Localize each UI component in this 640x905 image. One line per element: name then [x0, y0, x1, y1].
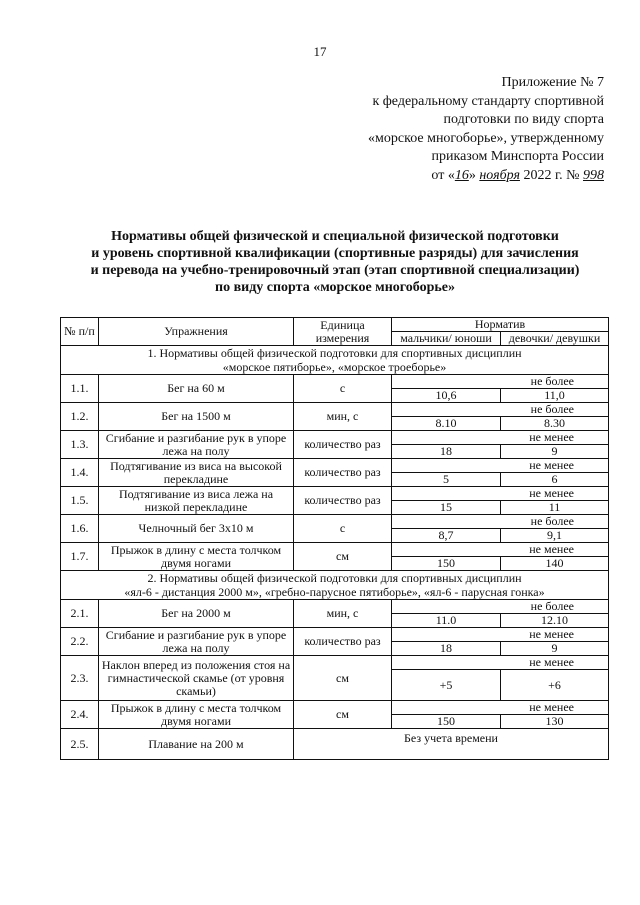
- header-girls: девочки/ девушки: [501, 332, 609, 346]
- row-unit: с: [294, 515, 392, 543]
- row-girls-value: 6: [501, 473, 609, 487]
- date-mid: »: [468, 167, 476, 183]
- row-girls-value: 130: [501, 715, 609, 729]
- row-qualifier: не более: [392, 515, 609, 529]
- row-boys-value: 5: [392, 473, 501, 487]
- row-boys-value: 150: [392, 557, 501, 571]
- row-boys-value: 18: [392, 445, 501, 459]
- row-qualifier: не менее: [392, 543, 609, 557]
- row-qualifier: не менее: [392, 628, 609, 642]
- row-exercise: Бег на 60 м: [99, 375, 294, 403]
- row-num: 2.1.: [61, 600, 99, 628]
- row-boys-value: 18: [392, 642, 501, 656]
- page-number: 17: [313, 44, 327, 59]
- row-exercise: Подтягивание из виса лежа на низкой перекладине: [99, 487, 294, 515]
- table-row: [61, 459, 609, 473]
- row-unit: см: [294, 656, 392, 701]
- row-boys-value: 15: [392, 501, 501, 515]
- row-exercise: Наклон вперед из положения стоя на гимнастической скамье (от уровня скамьи): [99, 656, 294, 701]
- appendix-line: «морское многоборье», утвержденному: [368, 130, 604, 146]
- row-boys-value: 10,6: [392, 389, 501, 403]
- row-qualifier: не менее: [392, 656, 609, 670]
- row-girls-value: 11: [501, 501, 609, 515]
- section-title: [61, 571, 609, 600]
- row-girls-value: +6: [501, 670, 609, 701]
- title-line: и уровень спортивной квалификации (спортивные разряды) для зачисления: [91, 246, 579, 261]
- appendix-date-line: [304, 167, 604, 186]
- section-header-row: [61, 571, 609, 600]
- row-girls-value: 9: [501, 445, 609, 459]
- section-title: [61, 346, 609, 375]
- row-girls-value: 12.10: [501, 614, 609, 628]
- appendix-header: [304, 74, 604, 185]
- row-qualifier: не менее: [392, 431, 609, 445]
- appendix-line: подготовки по виду спорта: [443, 112, 604, 127]
- title-line: по виду спорта «морское многоборье»: [215, 280, 455, 295]
- header-boys: мальчики/ юноши: [392, 332, 501, 346]
- row-num: 2.5.: [61, 729, 99, 760]
- section-title-line: 2. Нормативы общей физической подготовки для спортивных дисциплин: [147, 571, 522, 585]
- appendix-line: приказом Минспорта России: [431, 149, 604, 164]
- row-exercise: Прыжок в длину с места толчком двумя ногами: [99, 543, 294, 571]
- row-qualifier: не менее: [392, 459, 609, 473]
- date-month: ноября: [479, 167, 520, 183]
- row-qualifier: не менее: [392, 487, 609, 501]
- row-num: 1.5.: [61, 487, 99, 515]
- row-unit: мин, с: [294, 600, 392, 628]
- row-qualifier: не более: [392, 375, 609, 389]
- section-header-row: [61, 346, 609, 375]
- section-title-line: 1. Нормативы общей физической подготовки для спортивных дисциплин: [147, 346, 522, 360]
- row-boys-value: 150: [392, 715, 501, 729]
- row-girls-value: 8.30: [501, 417, 609, 431]
- header-unit: Единица измерения: [294, 318, 392, 346]
- date-day: 16: [454, 167, 469, 183]
- table-row: [61, 701, 609, 715]
- row-girls-value: 11,0: [501, 389, 609, 403]
- row-girls-value: 9,1: [501, 529, 609, 543]
- row-exercise: Сгибание и разгибание рук в упоре лежа на полу: [99, 628, 294, 656]
- table-row: [61, 656, 609, 670]
- row-boys-value: +5: [392, 670, 501, 701]
- row-unit: количество раз: [294, 487, 392, 515]
- order-number: 998: [583, 167, 604, 183]
- row-exercise: Прыжок в длину с места толчком двумя ногами: [99, 701, 294, 729]
- row-exercise: Подтягивание из виса на высокой перекладине: [99, 459, 294, 487]
- row-num: 1.4.: [61, 459, 99, 487]
- norms-table: [60, 317, 609, 760]
- table-row: [61, 729, 609, 760]
- table-row: [61, 628, 609, 642]
- row-unit: количество раз: [294, 431, 392, 459]
- appendix-line: Приложение № 7: [501, 75, 604, 90]
- section-title-line: «морское пятиборье», «морское троеборье»: [222, 360, 447, 374]
- row-num: 2.2.: [61, 628, 99, 656]
- row-exercise: Бег на 1500 м: [99, 403, 294, 431]
- title-line: и перевода на учебно-тренировочный этап (этап спортивной специализации): [90, 263, 580, 278]
- table-row: [61, 487, 609, 501]
- table-row: [61, 515, 609, 529]
- row-girls-value: 9: [501, 642, 609, 656]
- table-header-row: [61, 318, 609, 332]
- appendix-line: к федеральному стандарту спортивной: [372, 93, 604, 109]
- row-num: 2.4.: [61, 701, 99, 729]
- row-exercise: Плавание на 200 м: [99, 729, 294, 760]
- row-num: 2.3.: [61, 656, 99, 701]
- row-num: 1.1.: [61, 375, 99, 403]
- row-merged-note: Без учета времени: [294, 729, 609, 760]
- row-unit: мин, с: [294, 403, 392, 431]
- table-row: [61, 403, 609, 417]
- row-qualifier: не более: [392, 600, 609, 614]
- row-unit: количество раз: [294, 628, 392, 656]
- row-girls-value: 140: [501, 557, 609, 571]
- row-qualifier: не менее: [392, 701, 609, 715]
- document-title: [40, 228, 630, 296]
- table-row: [61, 543, 609, 557]
- row-unit: см: [294, 701, 392, 729]
- date-year: 2022 г. №: [523, 167, 580, 183]
- title-line: Нормативы общей физической и специальной физической подготовки: [111, 229, 559, 244]
- row-num: 1.7.: [61, 543, 99, 571]
- table-row: [61, 600, 609, 614]
- row-boys-value: 8,7: [392, 529, 501, 543]
- header-exercise: Упражнения: [99, 318, 294, 346]
- row-num: 1.2.: [61, 403, 99, 431]
- row-unit: см: [294, 543, 392, 571]
- row-unit: количество раз: [294, 459, 392, 487]
- row-exercise: Сгибание и разгибание рук в упоре лежа на полу: [99, 431, 294, 459]
- row-boys-value: 8.10: [392, 417, 501, 431]
- header-norm: Норматив: [392, 318, 609, 332]
- row-exercise: Бег на 2000 м: [99, 600, 294, 628]
- section-title-line: «ял-6 - дистанция 2000 м», «гребно-парусное пятиборье», «ял-6 - парусная гонка»: [124, 585, 545, 599]
- table-row: [61, 375, 609, 389]
- row-num: 1.6.: [61, 515, 99, 543]
- row-exercise: Челночный бег 3х10 м: [99, 515, 294, 543]
- date-prefix: от «: [431, 167, 455, 183]
- table-row: [61, 431, 609, 445]
- row-num: 1.3.: [61, 431, 99, 459]
- row-boys-value: 11.0: [392, 614, 501, 628]
- row-qualifier: не более: [392, 403, 609, 417]
- row-unit: с: [294, 375, 392, 403]
- header-num: № п/п: [61, 318, 99, 346]
